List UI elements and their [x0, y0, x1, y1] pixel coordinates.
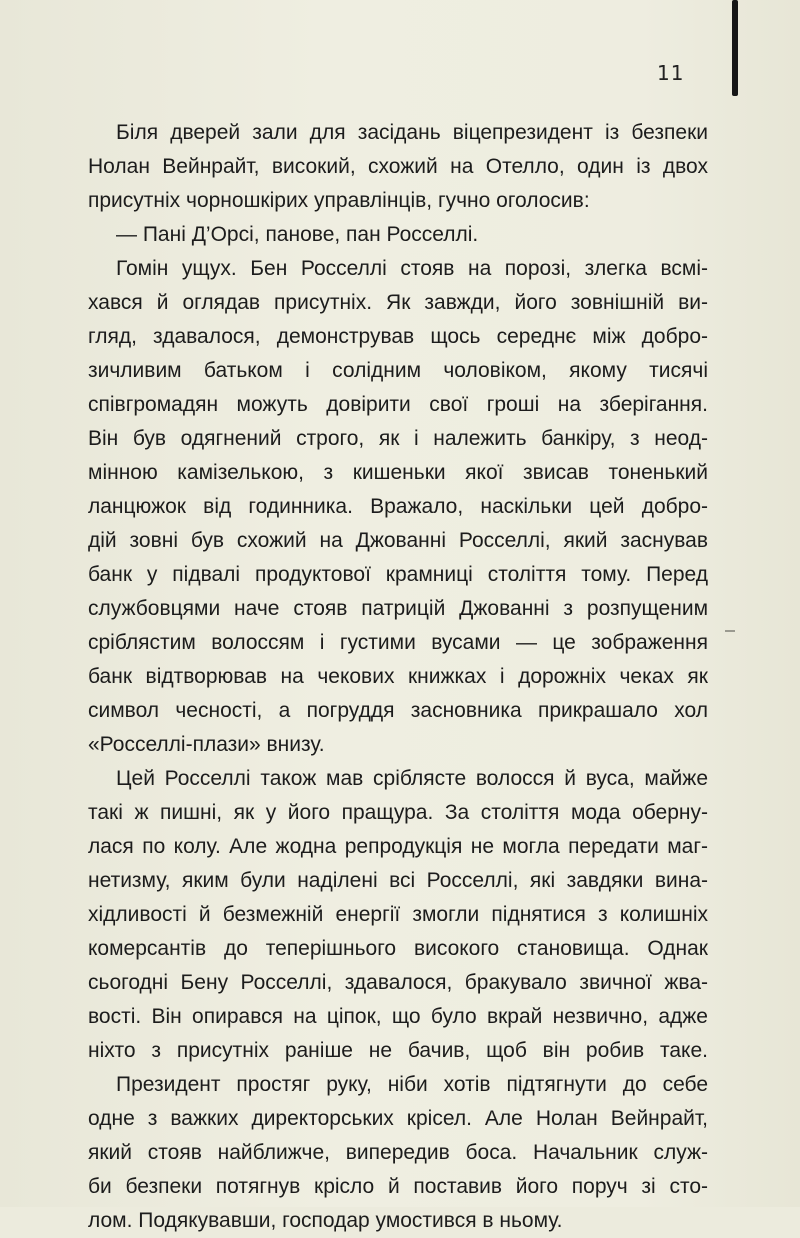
binding-edge-mark [732, 0, 738, 96]
text-line: банк у підвалі продуктової крамниці століття тому. Перед [88, 563, 708, 586]
text-line: який стояв найближче, випередив боса. Начальник служ- [88, 1141, 708, 1164]
text-line: ланцюжок від годинника. Вражало, наскільки цей добро- [88, 495, 708, 518]
body-text [88, 116, 708, 1238]
text-line: гляд, здавалося, демонстрував щось середнє між добро- [88, 325, 708, 348]
text-line: співгромадян можуть довірити свої гроші на зберігання. [88, 393, 708, 416]
text-line: ніхто з присутніх раніше не бачив, щоб він робив таке. [88, 1039, 708, 1062]
text-line: дій зовні був схожий на Джованні Росселлі, який заснував [88, 529, 708, 552]
margin-speck [725, 630, 735, 632]
text-line: символ чесності, а погруддя засновника прикрашало хол [88, 699, 708, 722]
text-line: «Росселлі-плази» внизу. [88, 733, 325, 756]
text-line: сьогодні Бену Росселлі, здавалося, бракувало звичної жва- [88, 971, 708, 994]
text-line: комерсантів до теперішнього високого становища. Однак [88, 937, 708, 960]
text-line: Президент простяг руку, ніби хотів підтягнути до себе [116, 1073, 708, 1096]
text-line: нетизму, яким були наділені всі Росселлі, які завдяки вина- [88, 869, 708, 892]
text-line: лом. Подякувавши, господар умостився в ньому. [88, 1209, 563, 1232]
text-line: одне з важких директорських крісел. Але Нолан Вейнрайт, [88, 1107, 708, 1130]
text-line: Біля дверей зали для засідань віцепрезидент із безпеки [116, 121, 708, 144]
text-line: Гомін ущух. Бен Росселлі стояв на порозі, злегка всмі- [116, 257, 708, 280]
page-number: 11 [657, 61, 685, 85]
text-line: хався й оглядав присутніх. Як завжди, його зовнішній ви- [88, 291, 708, 314]
text-line: вості. Він опирався на ціпок, що було вкрай незвично, адже [88, 1005, 708, 1028]
text-line: сріблястим волоссям і густими вусами — це зображення [88, 631, 708, 654]
text-line: би безпеки потягнув крісло й поставив його поруч зі сто- [88, 1175, 708, 1198]
text-line: Він був одягнений строго, як і належить банкіру, з неод- [88, 427, 708, 450]
text-line: — Пані Д’Орсі, панове, пан Росселлі. [116, 223, 479, 246]
text-line: Нолан Вейнрайт, високий, схожий на Отелло, один із двох [88, 155, 708, 178]
text-line: лася по колу. Але жодна репродукція не могла передати маг- [88, 835, 708, 858]
text-line: Цей Росселлі також мав сріблясте волосся й вуса, майже [116, 767, 708, 790]
text-line: присутніх чорношкірих управлінців, гучно оголосив: [88, 189, 590, 212]
text-line: мінною камізелькою, з кишеньки якої звисав тоненький [88, 461, 708, 484]
text-line: зичливим батьком і солідним чоловіком, якому тисячі [88, 359, 708, 382]
text-line: хідливості й безмежній енергії змогли піднятися з колишніх [88, 903, 708, 926]
text-line: банк відтворював на чекових книжках і дорожніх чеках як [88, 665, 708, 688]
text-line: службовцями наче стояв патрицій Джованні з розпущеним [88, 597, 708, 620]
text-line: такі ж пишні, як у його пращура. За століття мода оберну- [88, 801, 708, 824]
